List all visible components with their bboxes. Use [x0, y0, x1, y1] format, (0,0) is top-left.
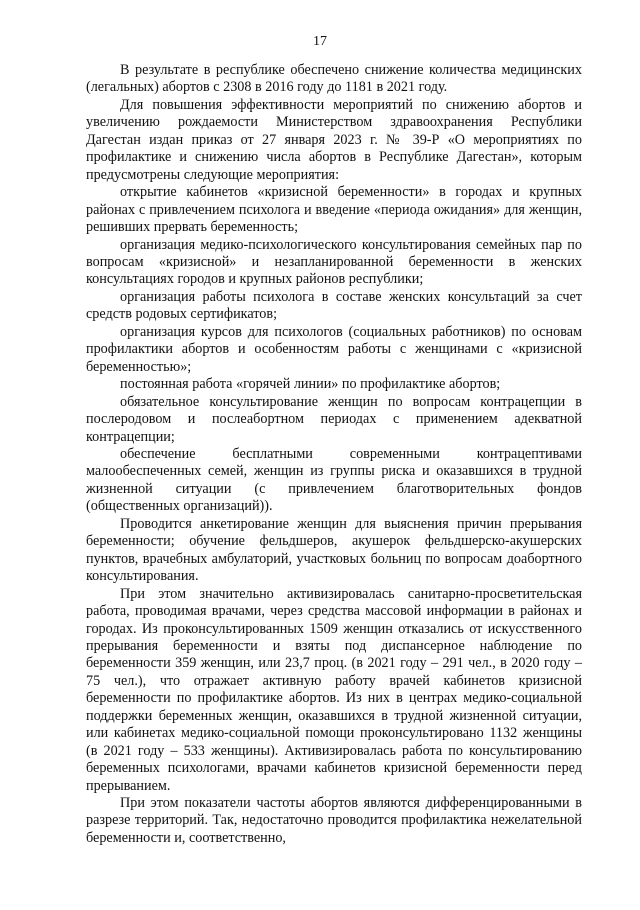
measure-crisis-pregnancy-offices: открытие кабинетов «кризисной беременности» в городах и крупных районах с привлечением психолога и введение «периода ожидания» для женщин, решивших прервать беременность; — [86, 184, 582, 236]
measure-psychologist-in-clinics: организация работы психолога в составе женских консультаций за счет средств родовых сертификатов; — [86, 288, 582, 323]
measure-free-contraceptives: обеспечение бесплатными современными контрацептивами малообеспеченных семей, женщин из группы риска и оказавшихся в трудной жизненной ситуации (с привлечением благотворительных фондов (общественных организаций)). — [86, 445, 582, 515]
paragraph-territorial-differences: При этом показатели частоты абортов являются дифференцированными в разрезе территорий. Так, недостаточно проводится профилактика нежелательной беременности и, соответственно, — [86, 795, 582, 846]
measure-family-counseling: организация медико-психологического консультирования семейных пар по вопросам «кризисной» и незапланированной беременности в женских консультациях городов и крупных районов республики; — [86, 236, 582, 288]
paragraph-ministry-order: Для повышения эффективности мероприятий по снижению абортов и увеличению рождаемости Министерством здравоохранения Республики Дагестан издан приказ от 27 января 2023 г. № 39-Р «О мероприятиях по профилактике и снижению числа абортов в Республике Дагестан», которым предусмотрены следующие мероприятия: — [86, 96, 582, 183]
paragraph-abortion-reduction-result: В результате в республике обеспечено снижение количества медицинских (легальных) абортов с 2308 в 2016 году до 1181 в 2021 году. — [86, 62, 582, 96]
paragraph-outreach-results: При этом значительно активизировалась санитарно-просветительская работа, проводимая врачами, через средства массовой информации в районах и городах. Из проконсультированных 1509 женщин отказались от искусственного прерывания беременности и взяты под диспансерное наблюдение по беременности 359 женщин, или 23,7 проц. (в 2021 году – 291 чел., в 2020 году – 75 чел.), что отражает активную работу врачей кабинетов кризисной беременности по профилактике абортов. Из них в центрах медико-социальной поддержки беременных женщин, оказавшихся в трудной жизненной ситуации, или кабинетах медико-социальной помощи проконсультировано 1132 женщины (в 2021 году – 533 женщины). Активизировалась работа по консультированию беременных психологами, врачами кабинетов кризисной беременности перед прерыванием. — [86, 585, 582, 794]
document-body — [86, 62, 582, 847]
page-number: 17 — [313, 34, 327, 49]
measure-hotline: постоянная работа «горячей линии» по профилактике абортов; — [120, 376, 501, 393]
paragraph-questionnaires: Проводится анкетирование женщин для выяснения причин прерывания беременности; обучение фельдшеров, акушерок фельдшерско-акушерских пунктов, врачебных амбулаторий, участковых больниц по вопросам доабортного консультирования. — [86, 515, 582, 585]
measure-psychologist-courses: организация курсов для психологов (социальных работников) по основам профилактики абортов и особенностям работы с женщинами с «кризисной беременностью»; — [86, 323, 582, 375]
measure-contraception-counseling: обязательное консультирование женщин по вопросам контрацепции в послеродовом и послеабортном периодах с применением адекватной контрацепции; — [86, 393, 582, 445]
